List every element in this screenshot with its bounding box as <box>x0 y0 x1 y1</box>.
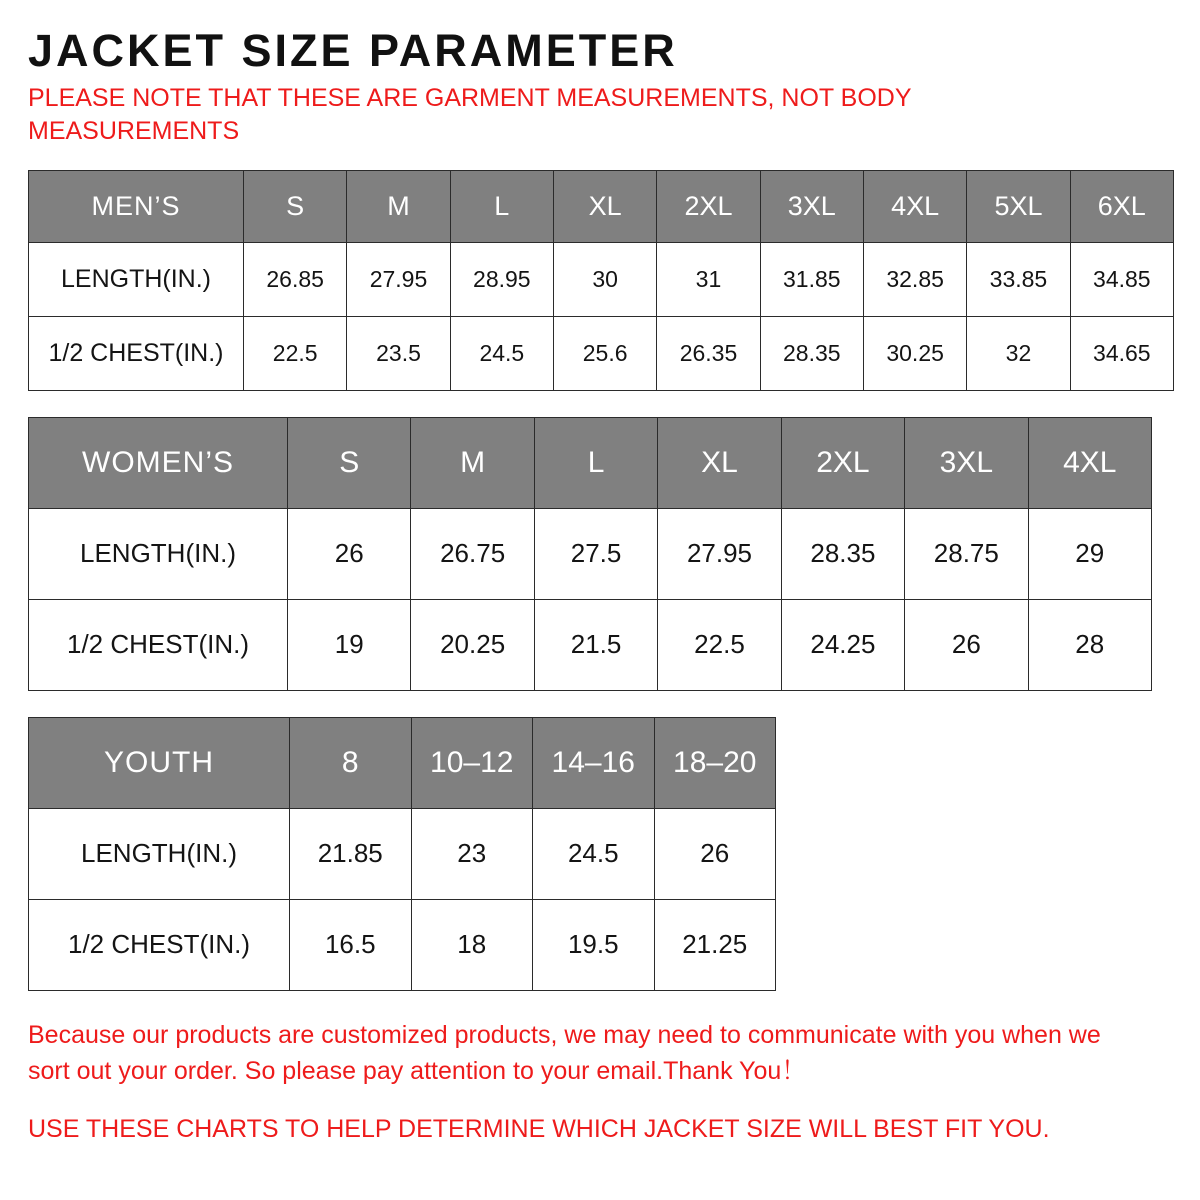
mens-length-5xl: 33.85 <box>967 242 1070 316</box>
womens-chest-l: 21.5 <box>534 599 657 690</box>
youth-length-14-16: 24.5 <box>533 808 655 899</box>
mens-length-xl: 30 <box>553 242 656 316</box>
womens-header-row <box>29 417 1152 508</box>
mens-length-l: 28.95 <box>450 242 553 316</box>
womens-chest-label: 1/2 CHEST(IN.) <box>29 599 288 690</box>
womens-header-label: WOMEN’S <box>29 417 288 508</box>
mens-header-size-s: S <box>244 170 347 242</box>
youth-length-10-12: 23 <box>411 808 533 899</box>
mens-chest-l: 24.5 <box>450 316 553 390</box>
womens-chest-xl: 22.5 <box>658 599 781 690</box>
table-row <box>29 899 776 990</box>
youth-header-size-14-16: 14–16 <box>533 717 655 808</box>
mens-header-size-5xl: 5XL <box>967 170 1070 242</box>
mens-chest-2xl: 26.35 <box>657 316 760 390</box>
mens-chest-5xl: 32 <box>967 316 1070 390</box>
womens-chest-m: 20.25 <box>411 599 534 690</box>
womens-header-size-l: L <box>534 417 657 508</box>
youth-header-label: YOUTH <box>29 717 290 808</box>
womens-chest-s: 19 <box>288 599 411 690</box>
womens-header-size-2xl: 2XL <box>781 417 904 508</box>
womens-chest-3xl: 26 <box>905 599 1028 690</box>
table-row <box>29 508 1152 599</box>
youth-chest-label: 1/2 CHEST(IN.) <box>29 899 290 990</box>
mens-length-m: 27.95 <box>347 242 450 316</box>
mens-header-size-l: L <box>450 170 553 242</box>
womens-length-m: 26.75 <box>411 508 534 599</box>
mens-chest-4xl: 30.25 <box>863 316 966 390</box>
mens-chest-xl: 25.6 <box>553 316 656 390</box>
youth-length-18-20: 26 <box>654 808 776 899</box>
mens-header-size-m: M <box>347 170 450 242</box>
mens-length-s: 26.85 <box>244 242 347 316</box>
womens-chest-4xl: 28 <box>1028 599 1151 690</box>
table-row <box>29 242 1174 316</box>
mens-header-size-xl: XL <box>553 170 656 242</box>
youth-length-label: LENGTH(IN.) <box>29 808 290 899</box>
youth-chest-18-20: 21.25 <box>654 899 776 990</box>
youth-header-row <box>29 717 776 808</box>
youth-chest-8: 16.5 <box>290 899 412 990</box>
footer-note-custom-products: Because our products are customized products, we may need to communicate with you when we sort out your order. So please pay attention to your email.Thank You！ <box>28 1020 1101 1085</box>
womens-length-xl: 27.95 <box>658 508 781 599</box>
womens-length-s: 26 <box>288 508 411 599</box>
youth-header-size-10-12: 10–12 <box>411 717 533 808</box>
womens-header-size-4xl: 4XL <box>1028 417 1151 508</box>
mens-header-size-6xl: 6XL <box>1070 170 1173 242</box>
youth-chest-14-16: 19.5 <box>533 899 655 990</box>
mens-header-size-2xl: 2XL <box>657 170 760 242</box>
youth-chest-10-12: 18 <box>411 899 533 990</box>
footer-note-use-charts: USE THESE CHARTS TO HELP DETERMINE WHICH JACKET SIZE WILL BEST FIT YOU. <box>28 1115 1050 1143</box>
table-row <box>29 599 1152 690</box>
mens-header-size-3xl: 3XL <box>760 170 863 242</box>
youth-length-8: 21.85 <box>290 808 412 899</box>
table-row <box>29 316 1174 390</box>
table-row <box>29 808 776 899</box>
womens-length-l: 27.5 <box>534 508 657 599</box>
mens-chest-m: 23.5 <box>347 316 450 390</box>
mens-chest-s: 22.5 <box>244 316 347 390</box>
mens-header-size-4xl: 4XL <box>863 170 966 242</box>
womens-size-table <box>28 417 1152 691</box>
garment-measurement-note: PLEASE NOTE THAT THESE ARE GARMENT MEASUREMENTS, NOT BODY MEASUREMENTS <box>28 83 912 145</box>
mens-header-label: MEN’S <box>29 170 244 242</box>
youth-size-table <box>28 717 776 991</box>
womens-length-2xl: 28.35 <box>781 508 904 599</box>
page-title: JACKET SIZE PARAMETER <box>28 25 678 76</box>
mens-chest-6xl: 34.65 <box>1070 316 1173 390</box>
womens-header-size-m: M <box>411 417 534 508</box>
mens-chest-label: 1/2 CHEST(IN.) <box>29 316 244 390</box>
youth-header-size-18-20: 18–20 <box>654 717 776 808</box>
mens-length-6xl: 34.85 <box>1070 242 1173 316</box>
womens-length-4xl: 29 <box>1028 508 1151 599</box>
mens-chest-3xl: 28.35 <box>760 316 863 390</box>
mens-size-table <box>28 170 1174 391</box>
youth-header-size-8: 8 <box>290 717 412 808</box>
mens-header-row <box>29 170 1174 242</box>
mens-length-4xl: 32.85 <box>863 242 966 316</box>
mens-length-label: LENGTH(IN.) <box>29 242 244 316</box>
womens-chest-2xl: 24.25 <box>781 599 904 690</box>
womens-length-3xl: 28.75 <box>905 508 1028 599</box>
womens-header-size-s: S <box>288 417 411 508</box>
womens-header-size-3xl: 3XL <box>905 417 1028 508</box>
mens-length-2xl: 31 <box>657 242 760 316</box>
mens-length-3xl: 31.85 <box>760 242 863 316</box>
womens-length-label: LENGTH(IN.) <box>29 508 288 599</box>
womens-header-size-xl: XL <box>658 417 781 508</box>
